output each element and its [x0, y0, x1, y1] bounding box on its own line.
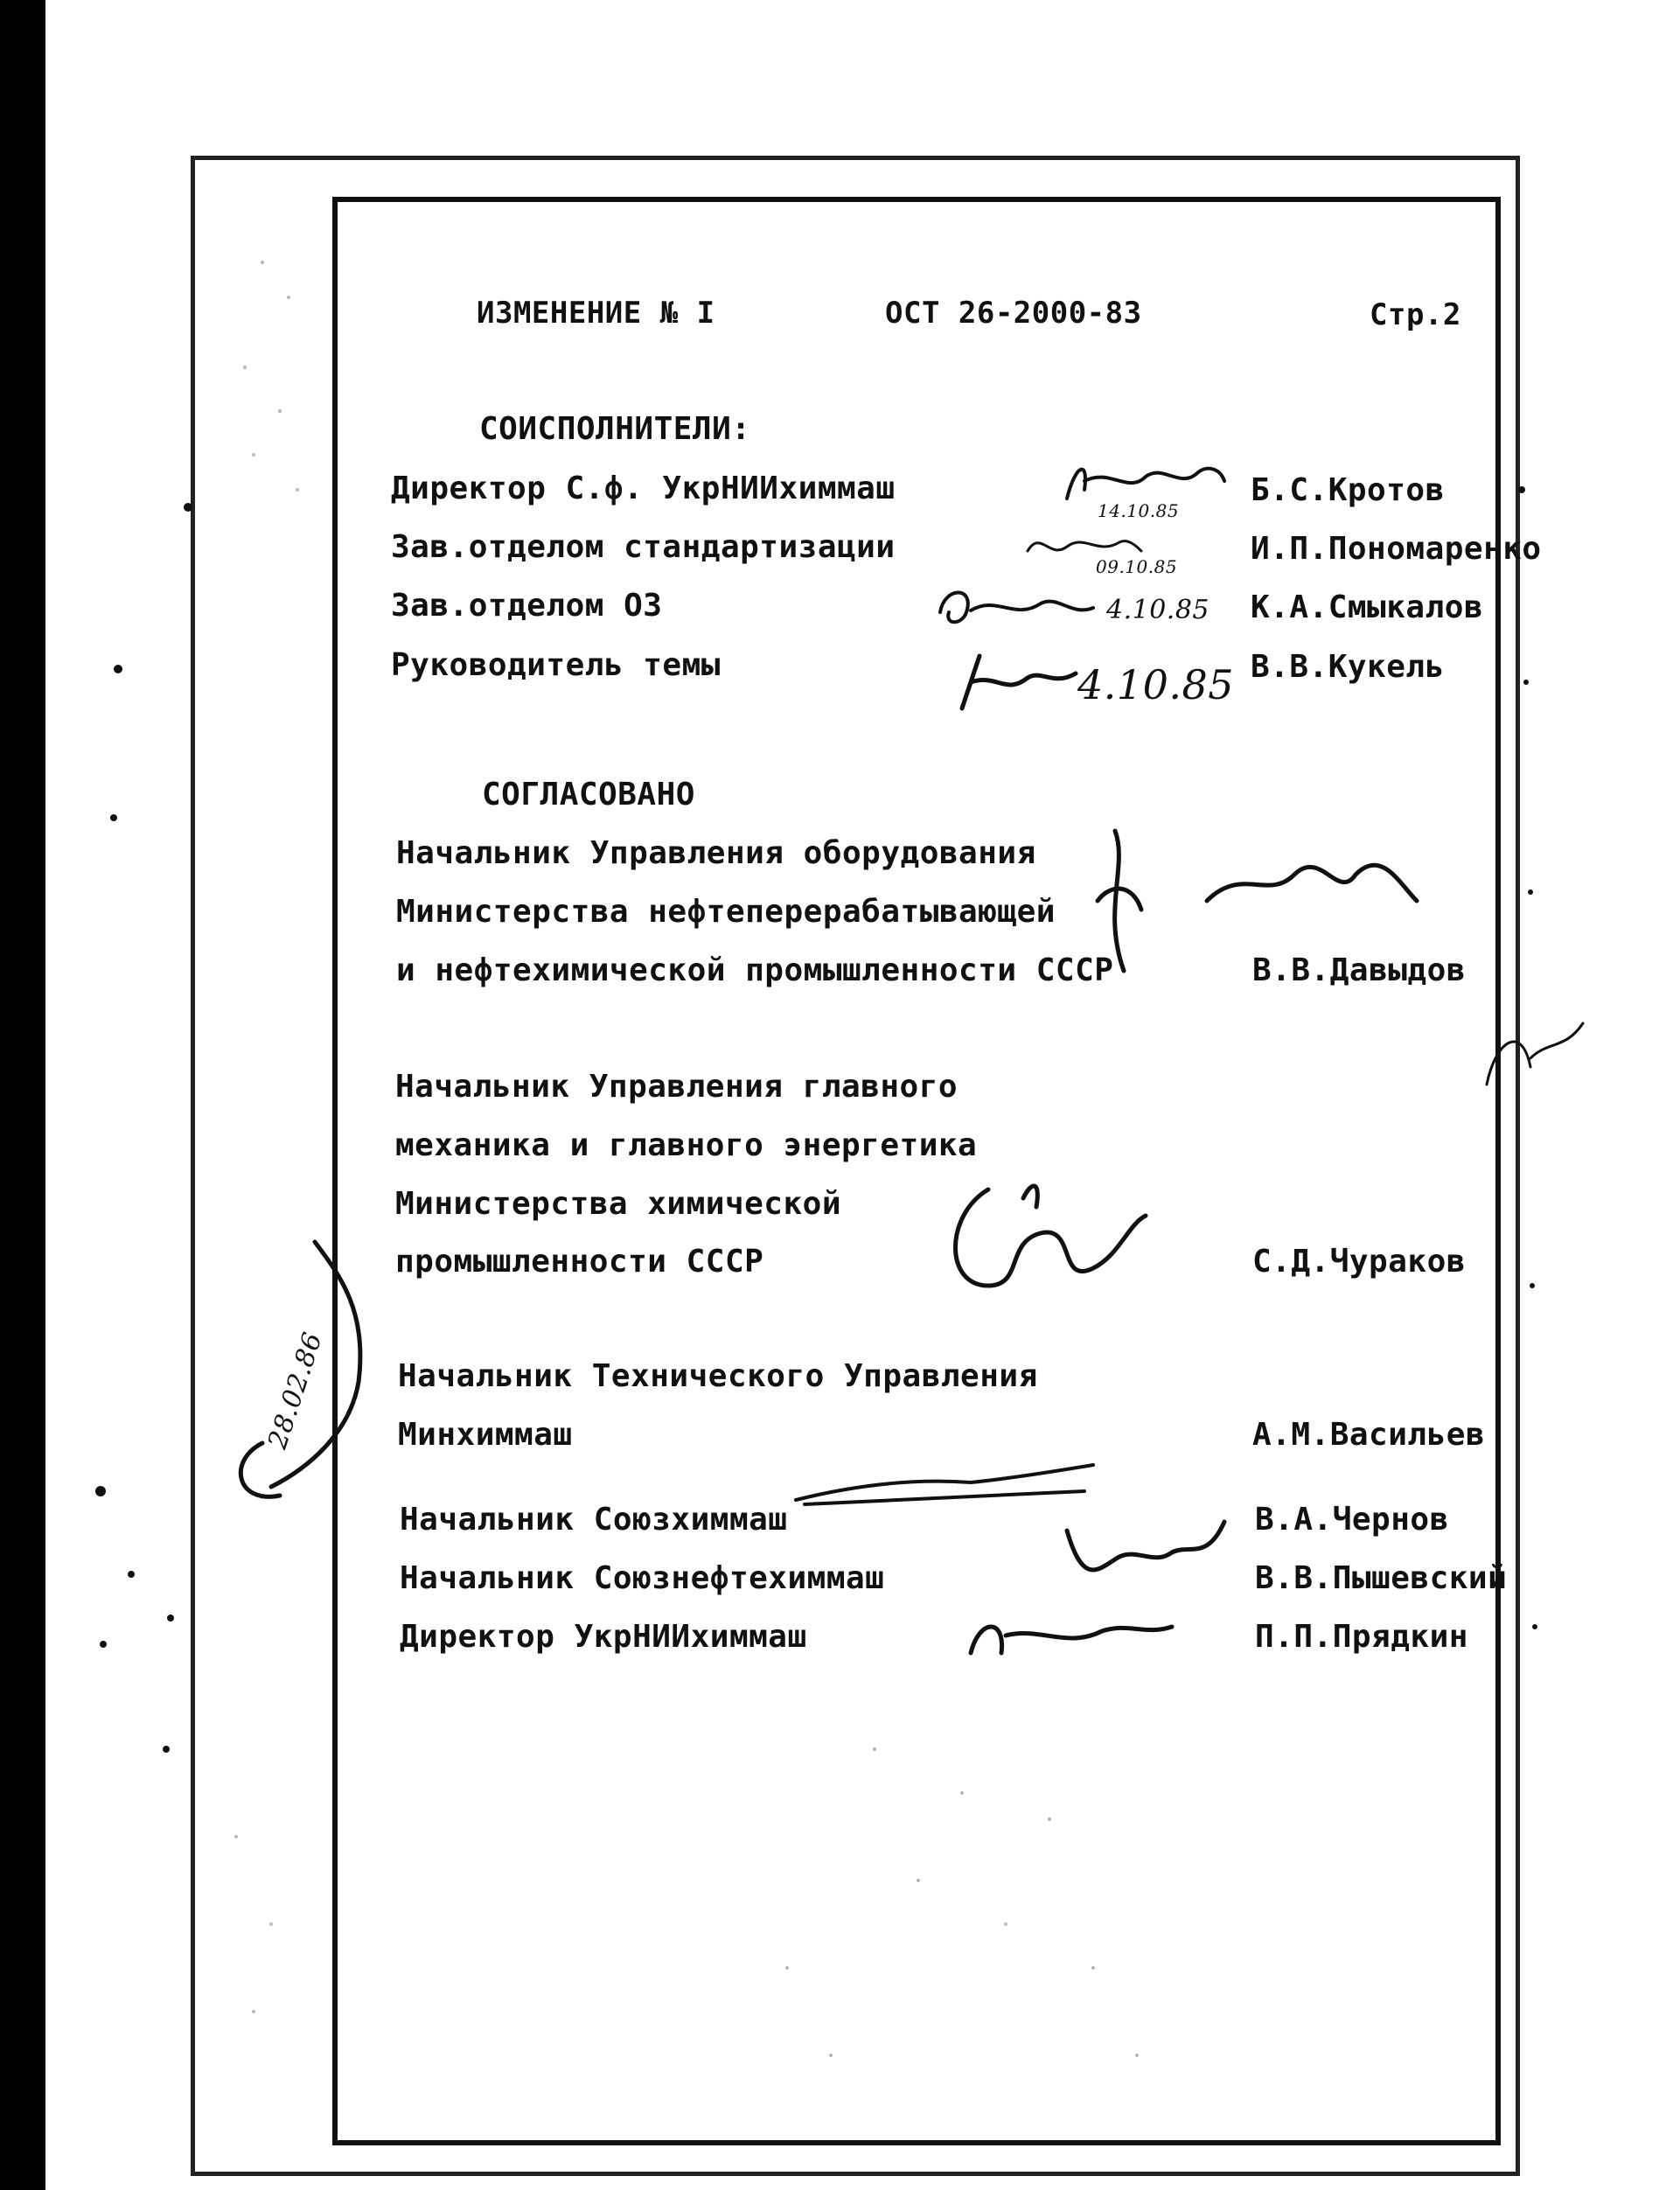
approver-name: А.М.Васильев — [1252, 1417, 1486, 1453]
coexecutor-position: Зав.отделом стандартизации — [391, 529, 896, 565]
sign-date: 4.10.85 — [1106, 595, 1210, 625]
approver-position-line: и нефтехимической промышленности СССР — [396, 952, 1114, 988]
approver-position: Начальник Союзнефтехиммаш — [400, 1560, 885, 1596]
approver-position: Начальник Союзхиммаш — [400, 1502, 788, 1538]
approver-position-line: Начальник Управления оборудования — [396, 835, 1036, 871]
approved-heading: СОГЛАСОВАНО — [482, 777, 695, 813]
approver-position-line: Начальник Технического Управления — [398, 1358, 1038, 1394]
sign-date: 09.10.85 — [1096, 556, 1178, 577]
approver-position-line: Начальник Управления главного — [395, 1069, 959, 1105]
coexecutor-name: Б.С.Кротов — [1251, 472, 1445, 508]
coexecutors-heading: СОИСПОЛНИТЕЛИ: — [479, 411, 751, 447]
approver-position-line: Министерства химической — [395, 1186, 841, 1222]
coexecutor-position: Зав.отделом ОЗ — [391, 588, 663, 624]
page-number: Стр.2 — [1370, 297, 1461, 332]
approver-position: Директор УкрНИИхиммаш — [400, 1619, 807, 1655]
approver-name: В.В.Давыдов — [1252, 952, 1466, 988]
approver-name: П.П.Прядкин — [1255, 1619, 1468, 1655]
approver-position-line: механика и главного энергетика — [395, 1127, 978, 1163]
sign-date: 4.10.85 — [1077, 661, 1235, 708]
coexecutor-name: И.П.Пономаренко — [1251, 531, 1542, 567]
sign-date: 14.10.85 — [1098, 500, 1180, 521]
coexecutor-position: Директор С.ф. УкрНИИхиммаш — [391, 471, 896, 506]
approver-position-line: промышленности СССР — [395, 1244, 764, 1280]
approver-position-line: Минхиммаш — [398, 1417, 573, 1453]
approver-name: В.А.Чернов — [1255, 1502, 1449, 1538]
approver-position-line: Министерства нефтеперерабатывающей — [396, 894, 1056, 930]
margin-date-note: 28.02.86 — [262, 1329, 329, 1453]
coexecutor-position: Руководитель темы — [391, 647, 721, 683]
change-number: ИЗМЕНЕНИЕ № I — [477, 296, 715, 331]
coexecutor-name: К.А.Смыкалов — [1251, 589, 1484, 625]
coexecutor-name: В.В.Кукель — [1251, 649, 1445, 685]
standard-code: ОСТ 26-2000-83 — [885, 296, 1142, 331]
approver-name: С.Д.Чураков — [1252, 1244, 1466, 1280]
approver-name: В.В.Пышевский — [1255, 1560, 1508, 1596]
